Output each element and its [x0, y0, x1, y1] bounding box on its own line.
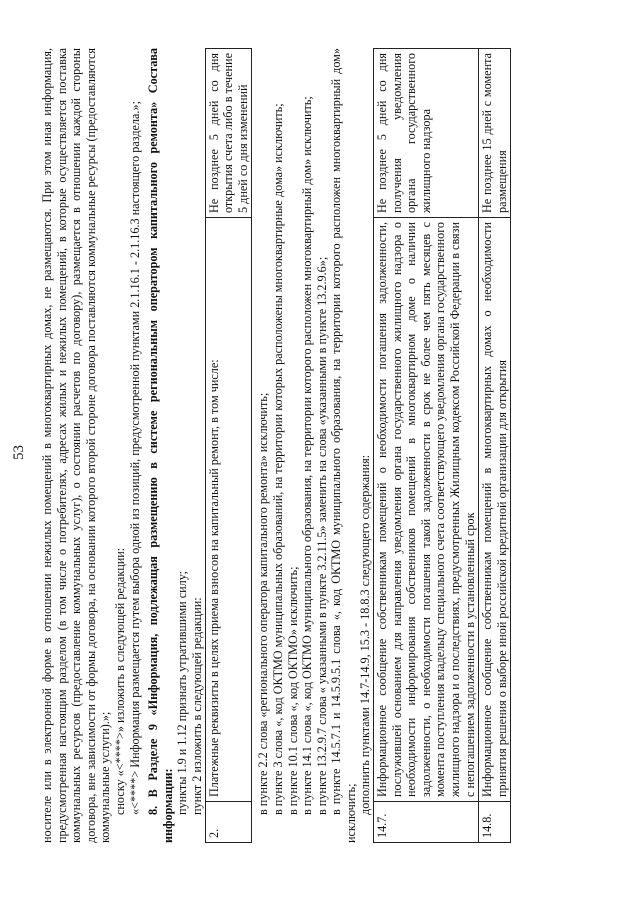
row-description: Информационное сообщение собственникам помещений о необходимости погашения задолженности, послужившей основанием для направления уведомления органа государственного жилищного надзора о необходимости информирования собственников помещений в многоквартирном доме о наличии задолженности, о необходимости погашения такой задолженности в срок не более чем пять месяцев с момента поступления владельцу специального счета соответствующего уведомления органа государственного жилищного надзора и о последствиях, предусмотренных Жилищным кодексом Российской Федерации в связи с непогашением задолженности в установленный срок — [374, 218, 479, 802]
intro-paragraph: носителе или в электронной форме в отношении нежилых помещений в многоквартирных домах, не размещаются. При этом иная информация, предусмотренная настоящим разделом (в том числе о потребителях, адресах жилых и нежилых помещений, в которые осуществляется поставка коммунальных ресурсов (предоставление коммунальных услуг), о состоянии расчетов по договору), размещается в отношении каждой стороны договора, вне зависимости от формы договора, на основании которого второй стороне договора поставляются коммунальные ресурсы (предоставляются коммунальные услуги).»; — [40, 48, 113, 843]
row-term: Не позднее 5 дней со дня открытия счета либо в течение 5 дней со дня изменений — [205, 49, 252, 218]
row-number: 14.7. — [374, 802, 479, 843]
section-heading: 8. В Разделе 9 «Информация, подлежащая размещению в системе региональным оператором капитального ремонта» Состава информации: — [146, 48, 175, 843]
page-number: 53 — [11, 445, 27, 460]
row-description: Информационное сообщение собственникам помещений в многоквартирных домах о необходимости принятия решения о выборе иной российской кредитной организации для открытия — [479, 218, 511, 802]
table-row — [374, 49, 479, 843]
row-term: Не позднее 15 дней с момента размещения — [479, 49, 511, 218]
table-row — [205, 49, 252, 843]
footnote-text: «<****> Информация размещается путем выбора одной из позиций, предусмотренной пунктами 2.1.16.1 - 2.1.16.3 настоящего раздела.»; — [127, 101, 142, 815]
amendment-item: в пункте 14.5.7.1 и 14.5.9.5.1 слова «, код ОКТМО муниципального образования, на территории которого расположен многоквартирный дом» исключить; — [329, 48, 358, 843]
amendment-item: в пункте 10.1 слова «, код ОКТМО» исключить; — [285, 566, 300, 815]
document-body — [40, 48, 511, 843]
point2-table — [205, 48, 253, 843]
row-term: Не позднее 5 дней со дня получения уведомления органа государственного жилищного надзора — [374, 49, 479, 218]
amendment-item: в пункте 14.1 слова «, код ОКТМО муниципального образования, на территории которого расположен многоквартирный дом» исключить; — [300, 96, 315, 815]
table-row — [479, 49, 511, 843]
amendment-item: в пункте 2.2 слова «регионального оператора капитального ремонта» исключить; — [256, 392, 271, 815]
supplement-command: дополнить пунктами 14.7-14.9, 15.3 - 18.8.3 следующего содержания: — [358, 454, 373, 815]
amendment-item: в пункте 13.2.9.7 слова « указанными в пункте 3.2.11.5» заменить на слова «указанными в пункте 13.2.9.6»; — [314, 256, 329, 815]
row-description: Платежные реквизиты в целях приема взносов на капитальный ремонт, в том числе: — [205, 218, 252, 802]
supplement-table — [373, 48, 511, 843]
point2-command: пункт 2 изложить в следующей редакции: — [189, 597, 204, 815]
row-number: 14.8. — [479, 802, 511, 843]
repeal-command: пункты 1.9 и 1.12 признать утратившими силу; — [175, 570, 190, 815]
amendment-item: в пункте 3 слова «, код ОКТМО муниципальных образований, на территории которых расположены многоквартирные дома» исключить; — [270, 103, 285, 815]
row-number: 2. — [205, 802, 252, 843]
footnote-command: сноску «<****>» изложить в следующей редакции: — [112, 547, 127, 815]
